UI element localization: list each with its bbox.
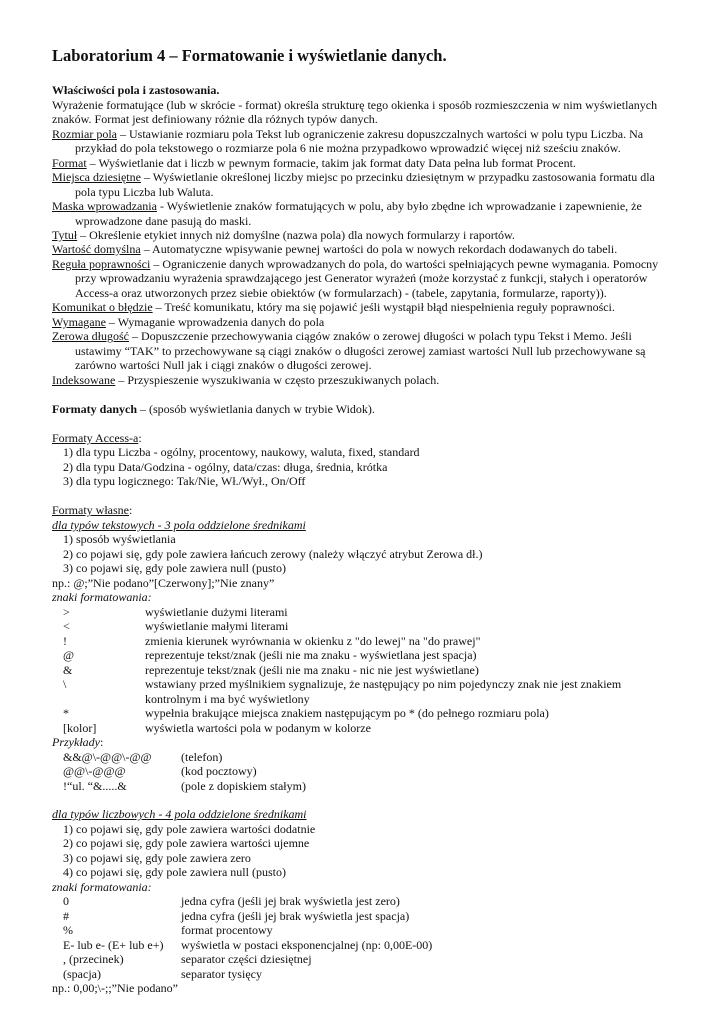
property-entry (52, 228, 515, 243)
format-char-symbol: , (przecinek) (63, 952, 124, 966)
format-char-desc: wstawiany przed myślnikiem sygnalizuje, że następujący po nim pojedynczy znak nie jest znakiem (145, 677, 622, 691)
property-term: Maska wprowadzania (52, 199, 157, 213)
colon: : (99, 735, 104, 749)
colon: : (138, 431, 142, 445)
section-heading-properties: Właściwości pola i zastosowania. (52, 83, 220, 97)
property-desc-cont: pola typu Liczba lub Waluta. (75, 185, 214, 199)
property-desc-cont: Access-a oraz utworzonych przez siebie obiektów (w formularzach) - (tabele, zapytania, formularze, raporty)). (75, 286, 607, 300)
example-desc: (kod pocztowy) (181, 764, 257, 778)
format-char-desc: wyświetlanie dużymi literami (145, 605, 288, 619)
format-char-desc: wyświetlanie małymi literami (145, 619, 289, 633)
data-formats-heading: Formaty danych (52, 402, 137, 416)
property-entry (52, 373, 439, 388)
format-chars-heading: znaki formatowania: (52, 590, 152, 604)
data-formats-heading-rest: – (sposób wyświetlania danych w trybie Widok). (137, 402, 375, 416)
text-types-heading: dla typów tekstowych - 3 pola oddzielone średnikami (52, 518, 306, 532)
property-desc: – Wyświetlanie określonej liczby miejsc po przecinku dziesiętnym w przypadku zastosowania formatu dla (140, 170, 655, 184)
property-term: Reguła poprawności (52, 257, 151, 271)
examples-heading-text: Przykłady (52, 735, 100, 749)
property-term: Indeksowane (52, 373, 116, 387)
property-desc-cont: przy wprowadzaniu wyrażenia sprawdzającego jest Generator wyrażeń (może korzystać z funkcji, stałych i operatorów (75, 271, 648, 285)
number-example: np.: 0,00;\-;;”Nie podano” (52, 981, 178, 995)
property-entry (52, 127, 643, 142)
property-term: Wymagane (52, 315, 106, 329)
page-title: Laboratorium 4 – Formatowanie i wyświetlanie danych. (52, 46, 447, 65)
list-item: 3) co pojawi się, gdy pole zawiera null (pusto) (63, 561, 286, 575)
property-desc: – Dopuszczenie przechowywania ciągów znaków o zerowej długości w polach typu Tekst i Memo. Jeśli (128, 329, 632, 343)
format-char-symbol: < (63, 619, 70, 633)
list-item: 2) dla typu Data/Godzina - ogólny, data/czas: długa, średnia, krótka (63, 460, 388, 474)
format-char-desc: wypełnia brakujące miejsca znakiem następującym po * (do pełnego rozmiaru pola) (145, 706, 549, 720)
format-char-symbol: \ (63, 677, 67, 691)
format-char-symbol: > (63, 605, 70, 619)
format-chars-heading: znaki formatowania: (52, 880, 152, 894)
example-format: @@\-@@@ (63, 764, 126, 778)
format-char-symbol: * (63, 706, 69, 720)
list-item: 3) co pojawi się, gdy pole zawiera zero (63, 851, 251, 865)
property-desc: – Określenie etykiet innych niż domyślne (nazwa pola) dla nowych formularzy i raportów. (77, 228, 515, 242)
format-char-symbol: 0 (63, 894, 69, 908)
format-char-desc: wyświetla w postaci eksponencjalnej (np: 0,00E-00) (181, 938, 433, 952)
property-term: Format (52, 156, 87, 170)
format-char-desc: wyświetla wartości pola w podanym w kolorze (145, 721, 371, 735)
format-char-desc: jedna cyfra (jeśli jej brak wyświetla jest spacja) (181, 909, 410, 923)
property-desc-cont: ustawimy “TAK” to przechowywane są ciągi znaków o długości zerowej zamiast wartości Null lub przechowywane są (75, 344, 646, 358)
property-entry (52, 170, 655, 185)
list-item: 1) dla typu Liczba - ogólny, procentowy, naukowy, waluta, fixed, standard (63, 445, 420, 459)
property-term: Zerowa długość (52, 329, 129, 343)
list-item: 3) dla typu logicznego: Tak/Nie, Wł./Wył., On/Off (63, 474, 306, 488)
format-char-desc-cont: kontrolnym i ma być wyświetlony (145, 692, 310, 706)
property-entry (52, 300, 615, 315)
examples-heading (52, 735, 103, 750)
property-desc-cont: przykład do pola tekstowego o rozmiarze pola 6 nie można przypadkowo wprowadzić więcej niż sześciu znaków. (75, 141, 621, 155)
property-term: Komunikat o błędzie (52, 300, 153, 314)
format-char-desc: zmienia kierunek wyrównania w okienku z "do lewej" na "do prawej" (145, 634, 481, 648)
intro-line: znaków. Format jest definiowany różnie dla różnych typów danych. (52, 112, 378, 126)
list-item: 1) co pojawi się, gdy pole zawiera wartości dodatnie (63, 822, 316, 836)
property-entry (52, 242, 617, 257)
property-desc: – Wymaganie wprowadzenia danych do pola (105, 315, 325, 329)
property-desc: – Ograniczenie danych wprowadzanych do pola, do wartości spełniających pewne wymagania. Pomocny (150, 257, 659, 271)
property-entry (52, 315, 324, 330)
property-term: Miejsca dziesiętne (52, 170, 141, 184)
property-desc: – Przyspieszenie wyszukiwania w często przeszukiwanych polach. (115, 373, 440, 387)
example-format: &&@\-@@\-@@ (63, 750, 152, 764)
format-char-symbol: & (63, 663, 73, 677)
list-item: 2) co pojawi się, gdy pole zawiera łańcuch zerowy (należy włączyć atrybut Zerowa dł.) (63, 547, 483, 561)
list-item: 4) co pojawi się, gdy pole zawiera null (pusto) (63, 865, 286, 879)
format-char-desc: reprezentuje tekst/znak (jeśli nie ma znaku - wyświetlana jest spacja) (145, 648, 477, 662)
property-desc: – Treść komunikatu, który ma się pojawić jeśli wystąpił błąd niespełnienia reguły poprawności. (152, 300, 615, 314)
list-item: 2) co pojawi się, gdy pole zawiera wartości ujemne (63, 836, 310, 850)
example-format: !“ul. “&.....& (63, 779, 127, 793)
format-char-desc: jedna cyfra (jeśli jej brak wyświetla jest zero) (181, 894, 400, 908)
property-entry (52, 199, 642, 214)
property-desc-cont: wprowadzone dane pasują do maski. (75, 214, 252, 228)
property-desc: – Ustawianie rozmiaru pola Tekst lub ograniczenie zakresu dopuszczalnych wartości w polu typu Liczba. Na (116, 127, 644, 141)
colon: : (129, 503, 133, 517)
section-heading-data-formats (52, 402, 375, 417)
access-formats-heading (52, 431, 142, 446)
property-entry (52, 329, 632, 344)
format-char-symbol: @ (63, 648, 75, 662)
number-types-heading: dla typów liczbowych - 4 pola oddzielone średnikami (52, 807, 307, 821)
property-entry (52, 257, 658, 272)
format-char-desc: separator części dziesiętnej (181, 952, 312, 966)
property-term: Rozmiar pola (52, 127, 117, 141)
example-desc: (pole z dopiskiem stałym) (181, 779, 306, 793)
own-formats-heading-text: Formaty własne (52, 503, 129, 517)
property-term: Wartość domyślna (52, 242, 141, 256)
property-term: Tytuł (52, 228, 78, 242)
format-char-symbol: [kolor] (63, 721, 97, 735)
property-desc: - Wyświetlenie znaków formatujących w polu, aby było zbędne ich wprowadzanie i zapewnienie, że (156, 199, 642, 213)
property-desc-cont: zarówno wartości Null jak i ciągi znaków o długości zerowej. (75, 358, 372, 372)
list-item: 1) sposób wyświetlania (63, 532, 176, 546)
example-desc: (telefon) (181, 750, 223, 764)
format-char-desc: format procentowy (181, 923, 273, 937)
format-char-desc: reprezentuje tekst/znak (jeśli nie ma znaku - nic nie jest wyświetlane) (145, 663, 479, 677)
format-char-desc: separator tysięcy (181, 967, 262, 981)
access-formats-heading-text: Formaty Access-a (52, 431, 139, 445)
intro-line: Wyrażenie formatujące (lub w skrócie - format) określa strukturę tego okienka i sposób rozmieszczenia w nim wyświetlanych (52, 98, 658, 112)
property-desc: – Automatyczne wpisywanie pewnej wartości do pola w nowych rekordach dodawanych do tabeli. (140, 242, 618, 256)
property-desc: – Wyświetlanie dat i liczb w pewnym formacie, takim jak format daty Data pełna lub format Procent. (86, 156, 576, 170)
format-char-symbol: ! (63, 634, 67, 648)
format-char-symbol: E- lub e- (E+ lub e+) (63, 938, 164, 952)
text-example: np.: @;”Nie podano”[Czerwony];”Nie znany” (52, 576, 275, 590)
format-char-symbol: % (63, 923, 73, 937)
format-char-symbol: # (63, 909, 69, 923)
property-entry (52, 156, 576, 171)
format-char-symbol: (spacja) (63, 967, 101, 981)
own-formats-heading (52, 503, 132, 518)
